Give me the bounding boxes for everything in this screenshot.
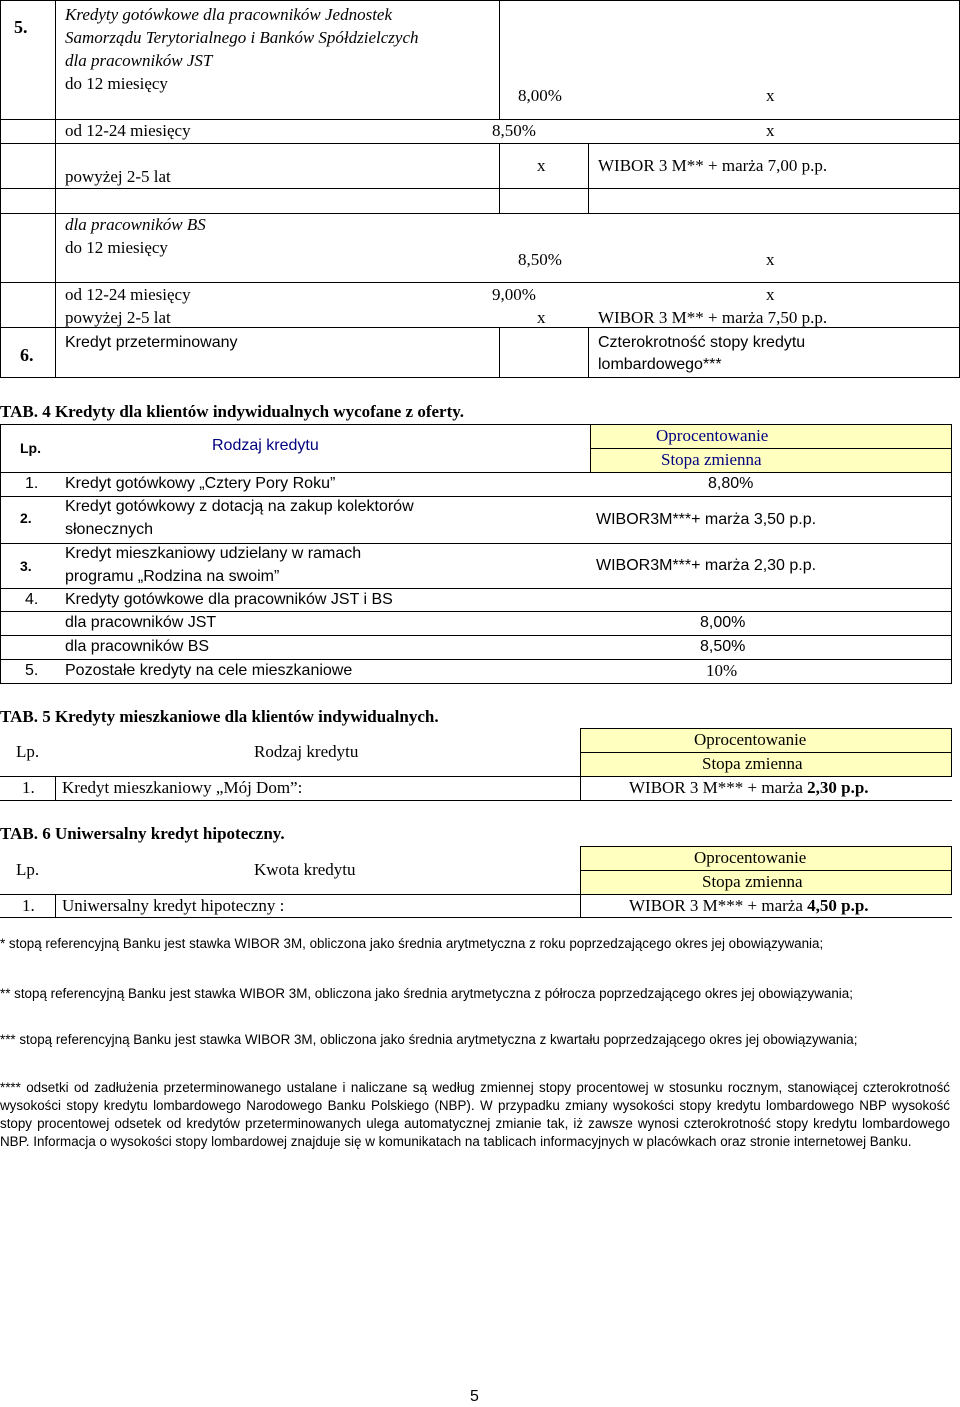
tab4-row-label: Kredyt gotówkowy „Cztery Pory Roku” [65, 475, 336, 492]
tab4-row-label-line-2: programu „Rodzina na swoim” [65, 568, 280, 585]
tab5-row-label: Kredyt mieszkaniowy „Mój Dom”: [62, 778, 303, 797]
tab5-header-type: Rodzaj kredytu [254, 742, 359, 761]
tab4-row-value: 10% [706, 661, 738, 680]
jst-term-x: x [766, 121, 775, 140]
tab4-row-num: 4. [25, 591, 39, 608]
tab6-row-value: WIBOR 3 M*** + marża 4,50 p.p. [629, 896, 869, 915]
tab5-row-num: 1. [22, 778, 35, 797]
bs-term-label: od 12-24 miesięcy [65, 285, 191, 304]
overdue-credit-label: Kredyt przeterminowany [65, 334, 238, 351]
tab4-header-variable: Stopa zmienna [661, 450, 762, 469]
tab4-row-num: 1. [25, 475, 39, 492]
bs-variable-rate: WIBOR 3 M** + marża 7,50 p.p. [598, 308, 828, 327]
tab4-header-rate: Oprocentowanie [656, 426, 769, 445]
bs-term-rate: 8,50% [518, 250, 562, 269]
bs-term-label: do 12 miesięcy [65, 238, 168, 257]
tab4-row-value: 8,80% [708, 475, 754, 492]
jst-term-x: x [537, 156, 546, 175]
tab4-row-num: 2. [20, 510, 32, 526]
bs-term-x: x [766, 285, 775, 304]
tab5-header-lp: Lp. [16, 742, 40, 761]
bs-term-rate: 9,00% [492, 285, 536, 304]
tab6-header-type: Kwota kredytu [254, 860, 356, 879]
overdue-rate-line-1: Czterokrotność stopy kredytu [598, 334, 806, 351]
jst-term-rate: 8,00% [518, 86, 562, 105]
row-number-6: 6. [20, 345, 34, 365]
jst-term-label: od 12-24 miesięcy [65, 121, 191, 140]
footnote-4: **** odsetki od zadłużenia przeterminowanego ustalane i naliczane są według zmiennej stopy procentowej w stosunku rocznym, stanowiącej czterokrotność wysokości stopy kredytu lombardowego Narodowego Banku Polskiego (NBP). W przypadku zmiany wysokości stopy kredytu lombardowego NBP wysokość stopy procentowej odsetek od kredytów przeterminowanych ulega automatycznej zmianie tak, iż zawsze wynosi czterokrotność stopy kredytu lombardowego NBP. Informacja o wysokości stopy lombardowej znajduje się w komunikatach na tablicach informacyjnych w placówkach oraz stronie internetowej Banku. [0, 1080, 950, 1149]
page-number: 5 [470, 1388, 479, 1405]
tab6-caption: TAB. 6 Uniwersalny kredyt hipoteczny. [0, 824, 285, 843]
tab4-subrow-label: dla pracowników BS [65, 638, 210, 655]
footnote-2: ** stopą referencyjną Banku jest stawka WIBOR 3M, obliczona jako średnia arytmetyczna z półrocza poprzedzającego okres jej obowiązywania; [0, 986, 853, 1001]
footnote-3: *** stopą referencyjną Banku jest stawka WIBOR 3M, obliczona jako średnia arytmetyczna z kwartału poprzedzającego okres jej obowiązywania; [0, 1032, 858, 1047]
tab4-row-num: 5. [25, 662, 39, 679]
tab4-row-value: WIBOR3M***+ marża 2,30 p.p. [596, 557, 817, 574]
jst-term-label: powyżej 2-5 lat [65, 167, 171, 186]
tab4-caption: TAB. 4 Kredyty dla klientów indywidualnych wycofane z oferty. [0, 402, 465, 421]
jst-term-x: x [766, 86, 775, 105]
tab4-row-label-line-1: Kredyt mieszkaniowy udzielany w ramach [65, 545, 362, 562]
tab6-header-rate: Oprocentowanie [694, 848, 807, 867]
section-title-line-2: Samorządu Terytorialnego i Banków Spółdzielczych [65, 28, 419, 47]
section-title-line-1: Kredyty gotówkowe dla pracowników Jednostek [65, 5, 393, 24]
jst-variable-rate: WIBOR 3 M** + marża 7,00 p.p. [598, 156, 828, 175]
bs-section-title: dla pracowników BS [65, 215, 206, 234]
tab4-subrow-value: 8,50% [700, 638, 746, 655]
bs-term-x: x [766, 250, 775, 269]
tab4-subrow-label: dla pracowników JST [65, 614, 217, 631]
tab4-header-type: Rodzaj kredytu [212, 437, 319, 454]
tab6-header-variable: Stopa zmienna [702, 872, 803, 891]
tab5-row-value: WIBOR 3 M*** + marża 2,30 p.p. [629, 778, 869, 797]
tab4-row-label-line-1: Kredyt gotówkowy z dotacją na zakup kolektorów [65, 498, 414, 515]
section-title-line-3: dla pracowników JST [65, 51, 213, 70]
tab4-row-label: Kredyty gotówkowe dla pracowników JST i BS [65, 591, 393, 608]
tab4-row-label: Pozostałe kredyty na cele mieszkaniowe [65, 662, 353, 679]
bs-term-label: powyżej 2-5 lat [65, 308, 171, 327]
tab6-row-label: Uniwersalny kredyt hipoteczny : [62, 896, 285, 915]
tab5-caption: TAB. 5 Kredyty mieszkaniowe dla klientów indywidualnych. [0, 707, 439, 726]
footnote-1: * stopą referencyjną Banku jest stawka WIBOR 3M, obliczona jako średnia arytmetyczna z roku poprzedzającego okres jej obowiązywania; [0, 936, 824, 951]
tab5-header-rate: Oprocentowanie [694, 730, 807, 749]
overdue-rate-line-2: lombardowego*** [598, 356, 722, 373]
tab4-row-value: WIBOR3M***+ marża 3,50 p.p. [596, 511, 817, 528]
tab4-subrow-value: 8,00% [700, 614, 746, 631]
tab6-row-num: 1. [22, 896, 35, 915]
tab4-row-num: 3. [20, 558, 32, 574]
row-number-5: 5. [14, 17, 28, 37]
tab4-row-label-line-2: słonecznych [65, 521, 154, 538]
tab5-header-variable: Stopa zmienna [702, 754, 803, 773]
bs-term-x: x [537, 308, 546, 327]
tab6-header-lp: Lp. [16, 860, 40, 879]
tab4-header-lp: Lp. [20, 440, 41, 456]
jst-term-rate: 8,50% [492, 121, 536, 140]
jst-term-label: do 12 miesięcy [65, 74, 168, 93]
